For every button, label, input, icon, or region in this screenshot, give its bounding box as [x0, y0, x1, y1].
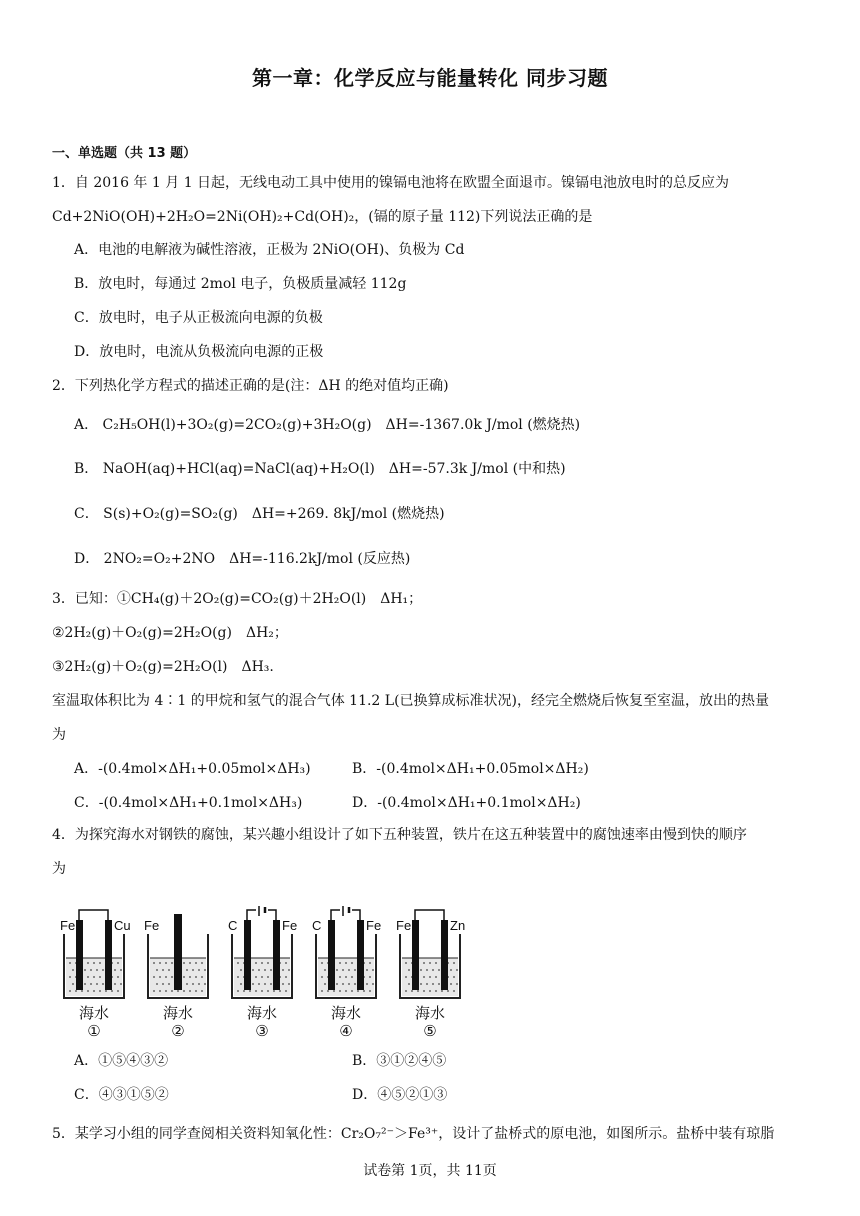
seawater-dot — [450, 983, 452, 985]
seawater-dot — [285, 976, 287, 978]
q2-option-c: C． S(s)+O₂(g)=SO₂(g) ΔH=+269. 8kJ/mol (燃烧热) — [74, 506, 445, 522]
seawater-dot — [426, 969, 428, 971]
seawater-dot — [159, 990, 161, 992]
electrode-label-left: Fe — [60, 918, 76, 933]
seawater-dot — [171, 976, 173, 978]
electrode-right — [441, 920, 448, 990]
seawater-dot — [255, 976, 257, 978]
seawater-dot — [69, 976, 71, 978]
page-footer: 试卷第 1页，共 11页 — [363, 1163, 497, 1179]
seawater-dot — [102, 969, 104, 971]
seawater-dot — [336, 969, 338, 971]
seawater-dot — [345, 976, 347, 978]
seawater-dot — [195, 962, 197, 964]
seawater-dot — [366, 969, 368, 971]
seawater-dot — [345, 962, 347, 964]
seawater-dot — [417, 990, 419, 992]
seawater-dot — [117, 990, 119, 992]
seawater-dot — [426, 983, 428, 985]
seawater-dot — [267, 990, 269, 992]
seawater-dot — [261, 976, 263, 978]
seawater-dot — [96, 969, 98, 971]
seawater-dot — [261, 990, 263, 992]
seawater-dot — [93, 976, 95, 978]
device-caption: 海水 — [414, 1004, 446, 1022]
device-5 — [396, 910, 465, 1040]
seawater-dot — [192, 983, 194, 985]
seawater-dot — [267, 962, 269, 964]
seawater-dot — [258, 983, 260, 985]
seawater-dot — [195, 990, 197, 992]
seawater-dot — [72, 983, 74, 985]
seawater-dot — [156, 983, 158, 985]
seawater-dot — [420, 983, 422, 985]
q1-option-c: C．放电时，电子从正极流向电源的负极 — [74, 310, 323, 326]
device-number: ⑤ — [423, 1022, 437, 1040]
seawater-dot — [321, 962, 323, 964]
seawater-dot — [429, 962, 431, 964]
electrode-label-left: Fe — [144, 918, 160, 933]
q3-option-a: A．-(0.4mol×ΔH₁+0.05mol×ΔH₃) — [74, 761, 311, 777]
seawater-dot — [120, 969, 122, 971]
seawater-dot — [153, 962, 155, 964]
seawater-dot — [339, 976, 341, 978]
q4-option-b: B．③①②④⑤ — [352, 1053, 447, 1069]
device-3 — [228, 906, 297, 1040]
seawater-dot — [288, 983, 290, 985]
q4-option-a: A．①⑤④③② — [74, 1053, 169, 1069]
q3-stem-line3: ③2H₂(g)＋O₂(g)=2H₂O(l) ΔH₃. — [52, 659, 274, 675]
electrode-label-right: Cu — [114, 918, 131, 933]
seawater-dot — [240, 969, 242, 971]
seawater-dot — [81, 990, 83, 992]
seawater-dot — [255, 990, 257, 992]
seawater-dot — [99, 990, 101, 992]
seawater-dot — [69, 990, 71, 992]
seawater-dot — [372, 983, 374, 985]
seawater-dot — [354, 983, 356, 985]
seawater-dot — [456, 969, 458, 971]
seawater-dot — [405, 990, 407, 992]
seawater-dot — [186, 969, 188, 971]
seawater-dot — [423, 976, 425, 978]
seawater-dot — [270, 969, 272, 971]
seawater-dot — [354, 969, 356, 971]
seawater-dot — [432, 983, 434, 985]
seawater-dot — [285, 990, 287, 992]
electrode-left — [328, 920, 335, 990]
seawater-dot — [90, 983, 92, 985]
electrode-single — [174, 914, 182, 990]
seawater-dot — [435, 990, 437, 992]
seawater-dot — [420, 969, 422, 971]
q4-option-d: D．④⑤②①③ — [352, 1087, 448, 1103]
seawater-dot — [165, 990, 167, 992]
seawater-dot — [204, 983, 206, 985]
seawater-dot — [249, 990, 251, 992]
q4-option-c: C．④③①⑤② — [74, 1087, 169, 1103]
electrode-label-right: Zn — [450, 918, 466, 933]
seawater-dot — [153, 990, 155, 992]
electrode-right — [357, 920, 364, 990]
seawater-dot — [237, 962, 239, 964]
seawater-dot — [90, 969, 92, 971]
q2-option-b: B． NaOH(aq)+HCl(aq)=NaCl(aq)+H₂O(l) ΔH=-57.3k J/mol (中和热) — [74, 461, 566, 477]
seawater-dot — [342, 969, 344, 971]
q4-stem-line1: 4．为探究海水对钢铁的腐蚀，某兴趣小组设计了如下五种装置，铁片在这五种装置中的腐蚀速率由慢到快的顺序 — [52, 827, 747, 843]
device-caption: 海水 — [330, 1004, 362, 1022]
seawater-dot — [339, 962, 341, 964]
seawater-dot — [177, 990, 179, 992]
seawater-dot — [270, 983, 272, 985]
seawater-dot — [288, 969, 290, 971]
seawater-dot — [429, 990, 431, 992]
seawater-dot — [423, 962, 425, 964]
q4-stem-line2: 为 — [52, 861, 66, 877]
q2-stem: 2．下列热化学方程式的描述正确的是(注：ΔH 的绝对值均正确) — [52, 378, 449, 394]
seawater-dot — [171, 962, 173, 964]
seawater-dot — [351, 962, 353, 964]
seawater-dot — [348, 983, 350, 985]
seawater-dot — [453, 962, 455, 964]
seawater-dot — [120, 983, 122, 985]
seawater-dot — [237, 990, 239, 992]
seawater-dot — [411, 990, 413, 992]
q1-option-b: B．放电时，每通过 2mol 电子，负极质量减轻 112g — [74, 276, 407, 292]
seawater-dot — [435, 976, 437, 978]
electrode-label-left: Fe — [396, 918, 412, 933]
seawater-dot — [93, 990, 95, 992]
electrode-left — [244, 920, 251, 990]
seawater-dot — [96, 983, 98, 985]
seawater-dot — [72, 969, 74, 971]
seawater-dot — [186, 983, 188, 985]
q3-option-d: D．-(0.4mol×ΔH₁+0.1mol×ΔH₂) — [352, 795, 581, 811]
device-caption: 海水 — [246, 1004, 278, 1022]
seawater-dot — [405, 976, 407, 978]
seawater-dot — [453, 976, 455, 978]
device-caption: 海水 — [78, 1004, 110, 1022]
seawater-dot — [84, 969, 86, 971]
seawater-dot — [189, 962, 191, 964]
device-caption: 海水 — [162, 1004, 194, 1022]
seawater-dot — [438, 983, 440, 985]
electrode-left — [412, 920, 419, 990]
seawater-dot — [87, 962, 89, 964]
seawater-dot — [243, 990, 245, 992]
seawater-dot — [201, 976, 203, 978]
seawater-dot — [156, 969, 158, 971]
seawater-dot — [342, 983, 344, 985]
seawater-dot — [162, 983, 164, 985]
electrode-label-right: Fe — [282, 918, 298, 933]
q1-option-a: A．电池的电解液为碱性溶液，正极为 2NiO(OH)、负极为 Cd — [74, 242, 465, 258]
q5-stem-line1: 5．某学习小组的同学查阅相关资料知氧化性：Cr₂O₇²⁻＞Fe³⁺，设计了盐桥式的原电池，如图所示。盐桥中装有琼脂 — [52, 1126, 775, 1142]
electrode-right — [273, 920, 280, 990]
seawater-dot — [369, 962, 371, 964]
device-4 — [312, 906, 381, 1040]
seawater-dot — [183, 962, 185, 964]
seawater-dot — [99, 962, 101, 964]
seawater-dot — [237, 976, 239, 978]
device-2 — [144, 914, 208, 1040]
q3-option-c: C．-(0.4mol×ΔH₁+0.1mol×ΔH₃) — [74, 795, 303, 811]
electrode-label-left: C — [312, 918, 322, 933]
wire — [79, 910, 108, 920]
seawater-dot — [441, 990, 443, 992]
wire — [415, 910, 444, 920]
device-number: ② — [171, 1022, 185, 1040]
seawater-dot — [447, 990, 449, 992]
seawater-dot — [321, 990, 323, 992]
seawater-dot — [117, 962, 119, 964]
seawater-dot — [117, 976, 119, 978]
seawater-dot — [153, 976, 155, 978]
seawater-dot — [408, 983, 410, 985]
q1-option-d: D．放电时，电流从负极流向电源的正极 — [74, 344, 324, 360]
seawater-dot — [429, 976, 431, 978]
seawater-dot — [255, 962, 257, 964]
seawater-dot — [456, 983, 458, 985]
corrosion-devices-figure — [56, 906, 476, 1041]
q3-stem-line2: ②2H₂(g)＋O₂(g)=2H₂O(g) ΔH₂； — [52, 625, 288, 641]
seawater-dot — [369, 976, 371, 978]
seawater-dot — [372, 969, 374, 971]
seawater-dot — [114, 969, 116, 971]
device-number: ① — [87, 1022, 101, 1040]
seawater-dot — [252, 983, 254, 985]
seawater-dot — [204, 969, 206, 971]
seawater-dot — [114, 983, 116, 985]
seawater-dot — [324, 969, 326, 971]
seawater-dot — [159, 962, 161, 964]
seawater-dot — [408, 969, 410, 971]
seawater-dot — [357, 990, 359, 992]
seawater-dot — [87, 990, 89, 992]
section-heading: 一、单选题（共 13 题） — [52, 146, 197, 161]
seawater-dot — [279, 990, 281, 992]
seawater-dot — [69, 962, 71, 964]
device-number: ③ — [255, 1022, 269, 1040]
seawater-dot — [105, 990, 107, 992]
seawater-dot — [198, 969, 200, 971]
seawater-dot — [264, 983, 266, 985]
seawater-dot — [240, 983, 242, 985]
seawater-dot — [432, 969, 434, 971]
seawater-dot — [339, 990, 341, 992]
device-number: ④ — [339, 1022, 353, 1040]
seawater-dot — [405, 962, 407, 964]
seawater-dot — [435, 962, 437, 964]
seawater-dot — [201, 962, 203, 964]
seawater-dot — [351, 976, 353, 978]
seawater-dot — [321, 976, 323, 978]
seawater-dot — [171, 990, 173, 992]
seawater-dot — [183, 976, 185, 978]
q2-option-a: A． C₂H₅OH(l)+3O₂(g)=2CO₂(g)+3H₂O(g) ΔH=-1367.0k J/mol (燃烧热) — [74, 417, 581, 433]
device-1 — [60, 910, 131, 1040]
seawater-dot — [336, 983, 338, 985]
seawater-dot — [453, 990, 455, 992]
seawater-dot — [84, 983, 86, 985]
seawater-dot — [168, 969, 170, 971]
seawater-dot — [258, 969, 260, 971]
seawater-dot — [423, 990, 425, 992]
seawater-dot — [111, 990, 113, 992]
seawater-dot — [348, 969, 350, 971]
seawater-dot — [189, 976, 191, 978]
electrode-left — [76, 920, 83, 990]
seawater-dot — [327, 990, 329, 992]
q3-stem-line5: 为 — [52, 727, 66, 743]
seawater-dot — [324, 983, 326, 985]
seawater-dot — [201, 990, 203, 992]
seawater-dot — [351, 990, 353, 992]
page-title: 第一章：化学反应与能量转化 同步习题 — [252, 66, 608, 90]
q1-stem-line1: 1．自 2016 年 1 月 1 日起，无线电动工具中使用的镍镉电池将在欧盟全面退市。镍镉电池放电时的总反应为 — [52, 175, 730, 191]
seawater-dot — [252, 969, 254, 971]
seawater-dot — [363, 990, 365, 992]
seawater-dot — [267, 976, 269, 978]
seawater-dot — [198, 983, 200, 985]
q3-stem-line4: 室温取体积比为 4∶1 的甲烷和氢气的混合气体 11.2 L(已换算成标准状况)，经完全燃烧后恢复至室温，放出的热量 — [52, 693, 770, 709]
seawater-dot — [261, 962, 263, 964]
seawater-dot — [159, 976, 161, 978]
seawater-dot — [189, 990, 191, 992]
seawater-dot — [93, 962, 95, 964]
seawater-dot — [333, 990, 335, 992]
electrode-label-right: Fe — [366, 918, 382, 933]
seawater-dot — [165, 976, 167, 978]
electrode-label-left: C — [228, 918, 238, 933]
seawater-dot — [264, 969, 266, 971]
q3-option-b: B．-(0.4mol×ΔH₁+0.05mol×ΔH₂) — [352, 761, 589, 777]
q2-option-d: D． 2NO₂=O₂+2NO ΔH=-116.2kJ/mol (反应热) — [74, 551, 411, 567]
seawater-dot — [282, 983, 284, 985]
seawater-dot — [366, 983, 368, 985]
q1-stem-line2: Cd+2NiO(OH)+2H₂O=2Ni(OH)₂+Cd(OH)₂，(镉的原子量 112)下列说法正确的是 — [52, 209, 593, 225]
seawater-dot — [183, 990, 185, 992]
seawater-dot — [195, 976, 197, 978]
seawater-dot — [168, 983, 170, 985]
seawater-dot — [102, 983, 104, 985]
seawater-dot — [450, 969, 452, 971]
seawater-dot — [87, 976, 89, 978]
seawater-dot — [162, 969, 164, 971]
electrode-right — [105, 920, 112, 990]
seawater-dot — [192, 969, 194, 971]
seawater-dot — [345, 990, 347, 992]
seawater-dot — [282, 969, 284, 971]
seawater-dot — [75, 990, 77, 992]
seawater-dot — [273, 990, 275, 992]
seawater-dot — [369, 990, 371, 992]
seawater-dot — [99, 976, 101, 978]
q3-stem-line1: 3．已知：①CH₄(g)＋2O₂(g)=CO₂(g)＋2H₂O(l) ΔH₁； — [52, 591, 423, 607]
seawater-dot — [438, 969, 440, 971]
seawater-dot — [285, 962, 287, 964]
seawater-dot — [165, 962, 167, 964]
